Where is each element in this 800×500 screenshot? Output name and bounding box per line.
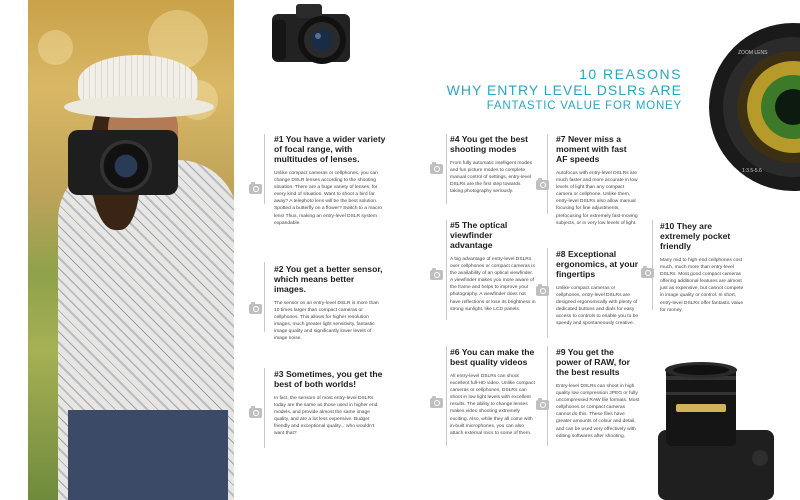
reason-heading: #7 Never miss a moment with fast AF speeds xyxy=(556,134,627,164)
column-rule xyxy=(446,134,447,204)
title-line-1: 10 REASONS xyxy=(579,66,682,82)
lens-brand-text: ZOOM LENS xyxy=(738,50,768,56)
photo-woman-with-camera xyxy=(28,0,234,500)
camera-icon xyxy=(641,268,654,278)
zoom-lens-image xyxy=(708,22,800,192)
column-rule xyxy=(446,220,447,320)
reason-6 xyxy=(450,347,536,437)
camera-icon xyxy=(249,408,262,418)
reason-heading: #9 You get the power of RAW, for the best results xyxy=(556,347,630,377)
dslr-camera-bottom-image xyxy=(648,360,774,500)
reason-3 xyxy=(274,369,384,438)
column-rule xyxy=(652,220,653,310)
reason-heading: #8 Exceptional ergonomics, at your fingertips xyxy=(556,249,639,279)
reason-body: In fact, the sensors of most entry-level DSLRs today are the same as those used in higher end models, and provide almost the same image quality, and are a lot less expensive. Budget friendly and exceptional quality... who wouldn't want that? xyxy=(274,396,378,437)
article-title xyxy=(447,66,682,113)
title-line-3: FANTASTIC VALUE FOR MONEY xyxy=(486,100,682,112)
reason-7 xyxy=(556,134,640,227)
reason-body: From fully automatic intelligent modes and fun picture modes to complete manual control of settings, entry-level DSLRs are the first step towards taking photography seriously. xyxy=(450,161,533,195)
reason-body: The sensor on an entry-level DSLR is more than 10 times larger than compact cameras or cellphones. This allows for higher resolution images, much greater light sensitivity, fantastic image quality and significantly lower levels of image noise. xyxy=(274,301,379,342)
left-margin xyxy=(0,0,28,500)
reason-body: A big advantage of entry-level DSLRs over cellphones or compact cameras is the availability of an optical viewfinder. A viewfinder makes you more aware of the frame and helps to improve your photography. A viewfinder does not have reflections or lose its brightness in strong sunlight, like LCD panels. xyxy=(450,257,536,312)
reason-heading: #3 Sometimes, you get the best of both worlds! xyxy=(274,369,383,389)
camera-icon xyxy=(430,398,443,408)
reason-8 xyxy=(556,249,640,328)
column-rule xyxy=(264,134,265,204)
column-rule xyxy=(264,368,265,448)
reason-body: All entry-level DSLRs can shoot excellent full-HD video. Unlike compact cameras or cellphones, DSLRs can shoot in low light levels with excellent results. The ability to change lenses makes video shooting extremely exciting. Also, while they all come with in-built microphones, you can also attach external mics to some of them. xyxy=(450,374,535,436)
dslr-camera-top-image xyxy=(266,0,362,72)
camera-icon xyxy=(430,164,443,174)
reason-body: Many mid to high-end cellphones cost much, much more than entry-level DSLRs. Most good compact cameras offering additional features are almost just as expensive, but cannot compete in image quality or control. In short, entry-level DSLRs offer fantastic value for money. xyxy=(660,258,744,313)
reason-heading: #2 You get a better sensor, which means better images. xyxy=(274,264,383,294)
camera-icon xyxy=(249,304,262,314)
lens-spec-text: 1:3.5-5.6 xyxy=(742,168,762,174)
reason-body: Unlike compact cameras or cellphones, entry-level DSLRs are designed ergonomically with plenty of dedicated buttons and dials for easy access to controls to enable you to be speedy and spontaneously creative. xyxy=(556,286,639,327)
reason-body: Autofocus with entry-level DSLRs are much faster and more accurate in low levels of light than any compact camera or cellphone. Unlike them, entry-level DSLRs also allow manual focusing for fine adjustments, prefocusing for extremely fast-moving subjects, or in very low levels of light. xyxy=(556,171,638,226)
camera-icon xyxy=(536,400,549,410)
reason-4 xyxy=(450,134,534,195)
reason-heading: #1 You have a wider variety of focal range, with multitudes of lenses. xyxy=(274,134,386,164)
reason-heading: #4 You get the best shooting modes xyxy=(450,134,528,154)
camera-icon xyxy=(536,180,549,190)
column-rule xyxy=(264,262,265,332)
reason-5 xyxy=(450,220,536,313)
reason-heading: #10 They are extremely pocket friendly xyxy=(660,221,731,251)
column-rule xyxy=(547,346,548,446)
column-rule xyxy=(547,134,548,214)
reason-10 xyxy=(660,221,744,314)
reason-heading: #5 The optical viewfinder advantage xyxy=(450,220,508,250)
reason-1 xyxy=(274,134,386,227)
camera-icon xyxy=(249,184,262,194)
title-line-2: WHY ENTRY LEVEL DSLRs ARE xyxy=(446,82,682,98)
camera-icon xyxy=(536,286,549,296)
column-rule xyxy=(446,346,447,446)
reason-2 xyxy=(274,264,384,343)
reason-9 xyxy=(556,347,640,440)
reason-body: Entry-level DSLRs can shoot in high quality low compression JPEG or fully uncompressed RAW file formats. Most cellphones or compact cameras cannot do this. These files have greater amounts of colour and detail, and can be used very effectively with editing softwares after shooting. xyxy=(556,384,640,439)
reason-body: Unlike compact cameras or cellphones, you can change DSLR lenses according to the shooting situation. There are a huge variety of lenses, for every kind of situation. Want to shoot a bird far away? A telephoto lens will be the best solution. Spotted a butterfly on a flower? Switch to a macro lens! Thus, making an entry-level DSLR system expandable. xyxy=(274,171,382,226)
camera-icon xyxy=(430,270,443,280)
reason-heading: #6 You can make the best quality videos xyxy=(450,347,535,367)
